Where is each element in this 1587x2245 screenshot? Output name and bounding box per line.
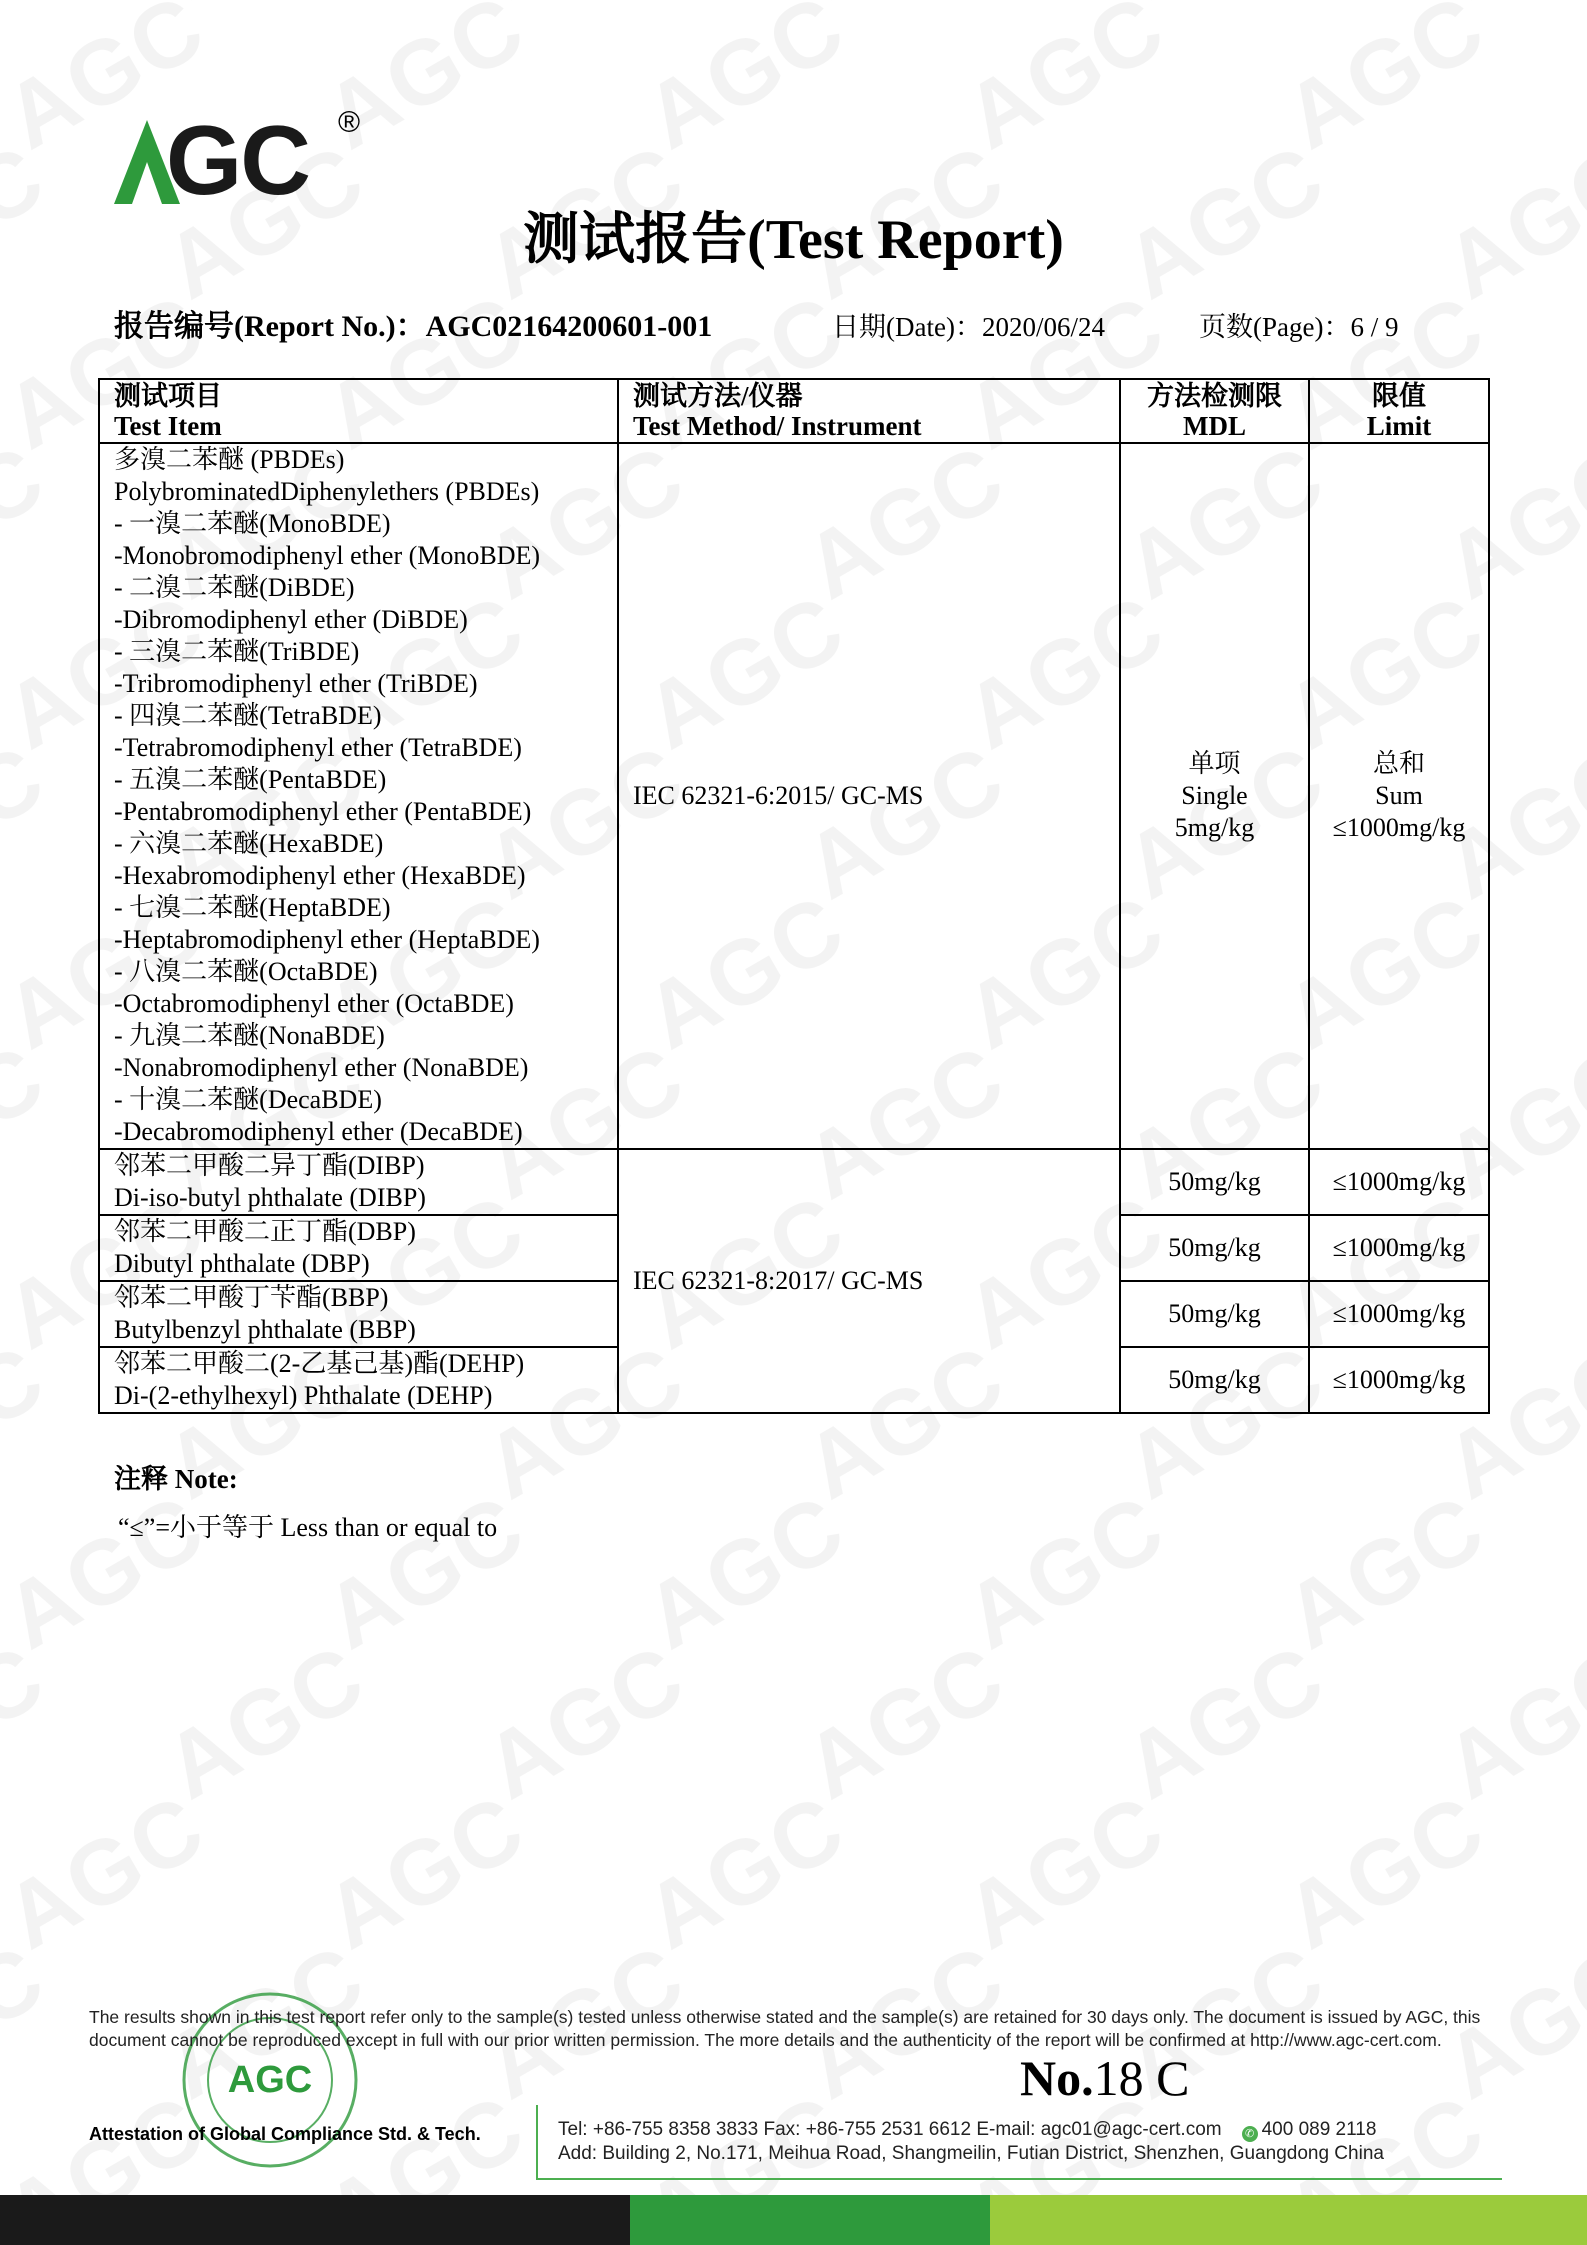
- bbp-mdl: 50mg/kg: [1120, 1281, 1309, 1347]
- header-limit: [1309, 379, 1489, 443]
- pbde-mdl-en: Single: [1181, 781, 1248, 810]
- seal-text: AGC: [227, 2059, 313, 2101]
- contact-details: Tel: +86-755 8358 3833 Fax: +86-755 2531 6612 E-mail: agc01@agc-cert.com: [558, 2119, 1222, 2140]
- note-text: “≤”=小于等于 Less than or equal to: [118, 1513, 498, 1542]
- note-heading: 注释 Note:: [114, 1464, 238, 1494]
- bbp-limit: ≤1000mg/kg: [1309, 1281, 1489, 1347]
- bbp-item: [99, 1281, 618, 1347]
- dehp-item: [99, 1347, 618, 1413]
- header-method-cn: 测试方法/仪器: [633, 381, 803, 411]
- header-item-cn: 测试项目: [114, 381, 222, 411]
- pbde-line: - 二溴二苯醚(DiBDE): [114, 573, 355, 602]
- footer-bar-green: [630, 2195, 990, 2245]
- footer-horizontal-divider: [536, 2178, 1502, 2180]
- header-limit-en: Limit: [1366, 411, 1432, 441]
- pbde-line: -Heptabromodiphenyl ether (HeptaBDE): [114, 925, 540, 954]
- bbp-name-en: Butylbenzyl phthalate (BBP): [114, 1315, 416, 1344]
- header-test-item: [99, 379, 618, 443]
- pbde-line: - 一溴二苯醚(MonoBDE): [114, 509, 391, 538]
- footer-bar-dark: [0, 2195, 630, 2245]
- pbde-line: - 四溴二苯醚(TetraBDE): [114, 701, 382, 730]
- phone-icon: ✆: [1242, 2126, 1258, 2142]
- pbde-limit-value: ≤1000mg/kg: [1332, 813, 1466, 842]
- footer-disclaimer: The results shown in this test report refer only to the sample(s) tested unless otherwise stated and the sample(s) are retained for 30 days only. The document is issued by AGC, this document cannot be reproduced except in full with our prior written permission. The more details and the authenticity of the report will be confirmed at http://www.agc-cert.com.: [89, 2007, 1481, 2050]
- dbp-mdl: 50mg/kg: [1120, 1215, 1309, 1281]
- footer-bar-lightgreen: [990, 2195, 1587, 2245]
- pbde-line: -Pentabromodiphenyl ether (PentaBDE): [114, 797, 532, 826]
- pbde-line: 多溴二苯醚 (PBDEs): [114, 445, 345, 474]
- hotline-number: 400 089 2118: [1261, 2119, 1377, 2140]
- agc-logo: [112, 105, 372, 215]
- pbde-line: -Nonabromodiphenyl ether (NonaBDE): [114, 1053, 529, 1082]
- pbde-line: -Hexabromodiphenyl ether (HexaBDE): [114, 861, 526, 890]
- results-table: [98, 378, 1490, 1414]
- document-number-prefix: No.: [1020, 2050, 1094, 2106]
- logo-text: GC: [166, 105, 309, 215]
- phthalate-method: IEC 62321-8:2017/ GC-MS: [618, 1149, 1120, 1413]
- pbde-line: - 十溴二苯醚(DecaBDE): [114, 1085, 382, 1114]
- table-row: [99, 1149, 1489, 1215]
- pbde-method: IEC 62321-6:2015/ GC-MS: [618, 443, 1120, 1149]
- header-item-en: Test Item: [114, 411, 222, 441]
- pbde-limit-cn: 总和: [1372, 749, 1425, 778]
- dibp-item: [99, 1149, 618, 1215]
- dbp-name-cn: 邻苯二甲酸二正丁酯(DBP): [114, 1217, 416, 1246]
- contact-line-1: [558, 2119, 1376, 2142]
- header-method-en: Test Method/ Instrument: [633, 411, 922, 441]
- header-test-method: [618, 379, 1120, 443]
- document-number-value: 18 C: [1093, 2050, 1190, 2106]
- header-mdl: [1120, 379, 1309, 443]
- pbde-line: -Decabromodiphenyl ether (DecaBDE): [114, 1117, 523, 1146]
- page-title: 测试报告(Test Report): [523, 209, 1064, 271]
- dibp-mdl: 50mg/kg: [1120, 1149, 1309, 1215]
- pbde-line: -Dibromodiphenyl ether (DiBDE): [114, 605, 468, 634]
- dibp-name-cn: 邻苯二甲酸二异丁酯(DIBP): [114, 1151, 425, 1180]
- pbde-test-items: [99, 443, 618, 1149]
- pbde-line: - 五溴二苯醚(PentaBDE): [114, 765, 387, 794]
- table-header-row: [99, 379, 1489, 443]
- pbde-line: PolybrominatedDiphenylethers (PBDEs): [114, 477, 540, 506]
- contact-address: Add: Building 2, No.171, Meihua Road, Shangmeilin, Futian District, Shenzhen, Guangdong China: [558, 2143, 1384, 2164]
- header-mdl-cn: 方法检测限: [1147, 381, 1282, 411]
- pbde-mdl-cn: 单项: [1188, 749, 1241, 778]
- pbde-line: -Tetrabromodiphenyl ether (TetraBDE): [114, 733, 522, 762]
- page-number: 页数(Page)：6 / 9: [1199, 312, 1399, 342]
- dbp-name-en: Dibutyl phthalate (DBP): [114, 1249, 370, 1278]
- dibp-limit: ≤1000mg/kg: [1309, 1149, 1489, 1215]
- pbde-line: - 七溴二苯醚(HeptaBDE): [114, 893, 391, 922]
- header-limit-cn: 限值: [1372, 381, 1426, 411]
- dehp-name-en: Di-(2-ethylhexyl) Phthalate (DEHP): [114, 1381, 493, 1410]
- registered-mark: ®: [338, 106, 361, 139]
- bbp-name-cn: 邻苯二甲酸丁苄酯(BBP): [114, 1283, 389, 1312]
- dibp-name-en: Di-iso-butyl phthalate (DIBP): [114, 1183, 426, 1212]
- pbde-line: - 三溴二苯醚(TriBDE): [114, 637, 360, 666]
- footer-vertical-divider: [536, 2105, 538, 2180]
- report-number: 报告编号(Report No.)：AGC02164200601-001: [114, 310, 713, 343]
- dbp-limit: ≤1000mg/kg: [1309, 1215, 1489, 1281]
- pbde-mdl: [1120, 443, 1309, 1149]
- pbde-line: - 六溴二苯醚(HexaBDE): [114, 829, 384, 858]
- pbde-limit: [1309, 443, 1489, 1149]
- table-row-pbde: [99, 443, 1489, 1149]
- dehp-mdl: 50mg/kg: [1120, 1347, 1309, 1413]
- header-mdl-en: MDL: [1183, 411, 1246, 441]
- dehp-limit: ≤1000mg/kg: [1309, 1347, 1489, 1413]
- dehp-name-cn: 邻苯二甲酸二(2-乙基己基)酯(DEHP): [114, 1349, 525, 1378]
- pbde-limit-en: Sum: [1375, 781, 1423, 810]
- pbde-line: - 八溴二苯醚(OctaBDE): [114, 957, 378, 986]
- dbp-item: [99, 1215, 618, 1281]
- report-date: 日期(Date)：2020/06/24: [832, 312, 1105, 342]
- pbde-line: -Octabromodiphenyl ether (OctaBDE): [114, 989, 514, 1018]
- pbde-line: -Tribromodiphenyl ether (TriBDE): [114, 669, 478, 698]
- pbde-line: -Monobromodiphenyl ether (MonoBDE): [114, 541, 541, 570]
- pbde-line: - 九溴二苯醚(NonaBDE): [114, 1021, 385, 1050]
- pbde-mdl-value: 5mg/kg: [1174, 813, 1255, 842]
- attestation-text: Attestation of Global Compliance Std. & Tech.: [89, 2124, 481, 2144]
- document-number: [1020, 2050, 1189, 2106]
